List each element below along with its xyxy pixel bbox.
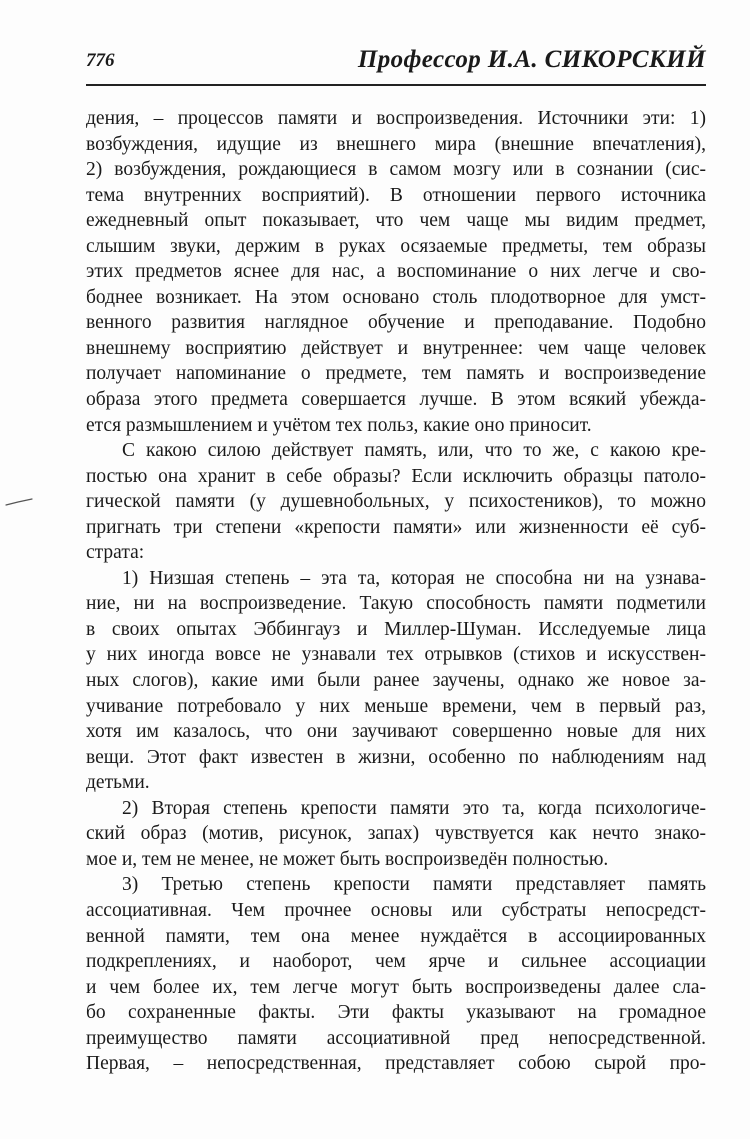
page-number: 776 <box>86 50 115 71</box>
text-line: ется размышлением и учётом тех польз, какие оно приносит. <box>86 414 592 436</box>
text-line: вещи. Этот факт известен в жизни, особенно по наблюдениям над <box>86 746 706 768</box>
text-line: гической памяти (у душевнобольных, у психостеников), то можно <box>86 491 706 513</box>
text-line: страта: <box>86 542 145 564</box>
text-line: мое и, тем не менее, не может быть воспроизведён полностью. <box>86 848 609 870</box>
text-line: дения, – процессов памяти и воспроизведения. Источники эти: 1) <box>86 108 706 129</box>
text-line: венной памяти, тем она менее нуждаётся в ассоциированных <box>86 925 706 947</box>
text-line: образа этого предмета совершается лучше. В этом всякий убежда- <box>86 389 706 411</box>
text-line: 3) Третью степень крепости памяти представляет память <box>122 874 706 896</box>
text-line: С какою силою действует память, или, что то же, с какою кре- <box>122 440 706 462</box>
text-line: у них иногда вовсе не узнавали тех отрывков (стихов и искусствен- <box>86 644 706 666</box>
text-line: пригнать три степени «крепости памяти» или жизненности её суб- <box>86 516 706 538</box>
text-line: постью она хранит в себе образы? Если исключить образцы патоло- <box>86 465 706 487</box>
text-line: преимущество памяти ассоциативной пред непосредственной. <box>86 1027 706 1049</box>
scan-artifact-mark <box>4 497 34 507</box>
text-line: слышим звуки, держим в руках осязаемые предметы, тем образы <box>86 235 706 257</box>
text-line: венного развития наглядное обучение и преподавание. Подобно <box>86 312 706 334</box>
text-line: ние, ни на воспроизведение. Такую способность памяти подметили <box>86 593 706 615</box>
text-line: тема внутренних восприятий). В отношении первого источника <box>86 184 706 206</box>
text-line: бо сохраненные факты. Эти факты указывают на громадное <box>86 1002 706 1024</box>
paragraph <box>86 438 706 566</box>
paragraph <box>86 106 706 438</box>
text-line: ных слогов), какие ими были ранее заучены, однако же новое за- <box>86 670 706 692</box>
paragraph <box>86 566 706 796</box>
paragraph <box>86 872 706 1076</box>
text-line: 2) Вторая степень крепости памяти это та, когда психологиче- <box>122 797 706 819</box>
text-line: детьми. <box>86 772 150 794</box>
text-line: возбуждения, идущие из внешнего мира (внешние впечатления), <box>86 133 706 155</box>
running-title: Профессор И.А. СИКОРСКИЙ <box>357 46 706 73</box>
text-line: этих предметов яснее для нас, а воспоминание о них легче и сво- <box>86 261 706 283</box>
text-line: ассоциативная. Чем прочнее основы или субстраты непосредст- <box>86 899 706 921</box>
text-line: хотя им казалось, что они заучивают совершенно новые для них <box>86 721 706 743</box>
body-text <box>86 106 706 1077</box>
text-line: 1) Низшая степень – эта та, которая не способна ни на узнава- <box>122 567 706 589</box>
text-line: 2) возбуждения, рождающиеся в самом мозгу или в сознании (сис- <box>86 159 706 181</box>
text-line: Первая, – непосредственная, представляет собою сырой про- <box>86 1053 706 1075</box>
text-line: получает напоминание о предмете, тем память и воспроизведение <box>86 363 706 385</box>
text-line: внешнему восприятию действует и внутреннее: чем чаще человек <box>86 337 706 359</box>
paragraph <box>86 796 706 873</box>
text-line: ский образ (мотив, рисунок, запах) чувствуется как нечто знако- <box>86 823 706 845</box>
text-line: в своих опытах Эббингауз и Миллер-Шуман. Исследуемые лица <box>86 618 706 640</box>
text-line: и чем более их, тем легче могут быть воспроизведены далее сла- <box>86 976 706 998</box>
text-line: ежедневный опыт показывает, что чем чаще мы видим предмет, <box>86 210 706 232</box>
text-line: боднее возникает. На этом основано столь плодотворное для умст- <box>86 286 706 308</box>
text-line: учивание потребовало у них меньше времени, чем в первый раз, <box>86 695 706 717</box>
page-header <box>86 44 706 86</box>
text-line: подкреплениях, и наоборот, чем ярче и сильнее ассоциации <box>86 951 706 973</box>
